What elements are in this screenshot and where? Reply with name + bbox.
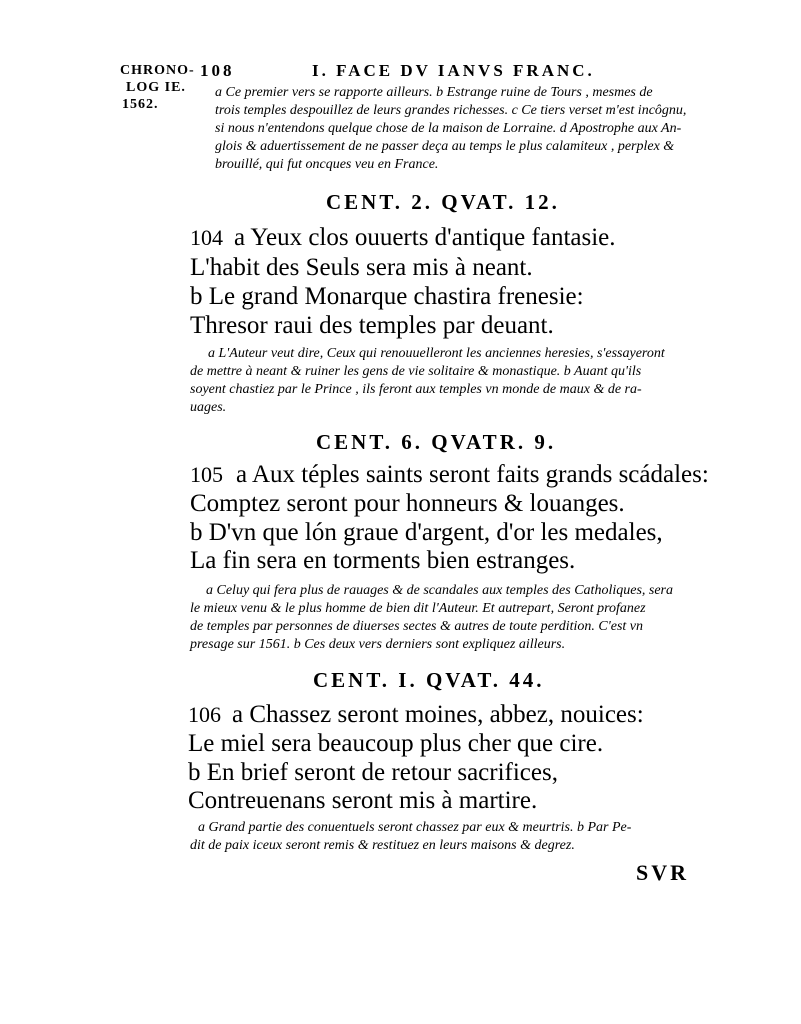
- top-notes: [215, 84, 720, 174]
- note-line: a Grand partie des conuentuels seront chassez par eux & meurtris. b Par Pe-: [198, 820, 632, 835]
- note-line: a Ce premier vers se rapporte ailleurs. b Estrange ruine de Tours , mesmes de: [215, 85, 653, 100]
- quatrain-heading: CENT. I. QVAT. 44.: [313, 668, 545, 692]
- note-line: de temples par personnes de diuerses sectes & autres de toute perdition. C'est vn: [190, 619, 643, 634]
- margin-chronology-note: [120, 62, 195, 113]
- note-line: dit de paix iceux seront remis & restituez en leurs maisons & degrez.: [190, 838, 575, 853]
- note-line: glois & aduertissement de ne passer deça au temps le plus calamiteux , perplex &: [215, 139, 675, 154]
- note-line: brouillé, qui fut oncques veu en France.: [215, 157, 439, 172]
- note-line: a Celuy qui fera plus de rauages & de scandales aux temples des Catholiques, sera: [206, 583, 673, 598]
- quatrain-line-4: Thresor raui des temples par deuant.: [190, 312, 554, 339]
- note-line: trois temples despouillez de leurs grandes richesses. c Ce tiers verset m'est incôgnu,: [215, 103, 687, 118]
- page-number: 108: [200, 61, 235, 80]
- quatrain-line-1: a Aux téples saints seront faits grands scádales:: [236, 461, 709, 488]
- quatrain-number: 105: [190, 462, 223, 487]
- quatrain-line-3: b D'vn que lón graue d'argent, d'or les medales,: [190, 519, 663, 546]
- quatrain-line-1: a Chassez seront moines, abbez, nouices:: [232, 701, 644, 728]
- quatrain-number: 104: [190, 225, 223, 250]
- quatrain-heading: CENT. 6. QVATR. 9.: [316, 430, 557, 454]
- quatrain-heading: CENT. 2. QVAT. 12.: [326, 190, 560, 214]
- running-title: I. FACE DV IANVS FRANC.: [312, 61, 595, 80]
- quatrain-line-3: b En brief seront de retour sacrifices,: [188, 759, 558, 786]
- quatrain-number: 106: [188, 702, 221, 727]
- margin-line: LOG IE.: [126, 80, 186, 95]
- quatrain-line-1: a Yeux clos ouuerts d'antique fantasie.: [234, 224, 616, 251]
- margin-line: CHRONO-: [120, 63, 195, 78]
- quatrain-line-2: L'habit des Seuls sera mis à neant.: [190, 254, 533, 281]
- note-line: de mettre à neant & ruiner les gens de vie solitaire & monastique. b Auant qu'ils: [190, 364, 642, 379]
- note-line: le mieux venu & le plus homme de bien dit l'Auteur. Et autrepart, Seront profanez: [190, 601, 646, 616]
- quatrain-notes: [190, 345, 720, 417]
- note-line: presage sur 1561. b Ces deux vers derniers sont expliquez ailleurs.: [190, 637, 566, 652]
- quatrain-line-4: Contreuenans seront mis à martire.: [188, 787, 538, 814]
- quatrain-notes: [190, 819, 720, 855]
- quatrain-line-2: Le miel sera beaucoup plus cher que cire.: [188, 730, 604, 757]
- note-line: soyent chastiez par le Prince , ils feront aux temples vn monde de maux & de ra-: [190, 382, 642, 397]
- quatrain-line-2: Comptez seront pour honneurs & louanges.: [190, 490, 625, 517]
- catchword: SVR: [636, 860, 690, 885]
- margin-line: 1562.: [122, 97, 159, 112]
- note-line: uages.: [190, 400, 227, 415]
- quatrain-line-4: La fin sera en torments bien estranges.: [190, 547, 576, 574]
- quatrain-notes: [190, 582, 720, 654]
- note-line: a L'Auteur veut dire, Ceux qui renouuelleront les anciennes heresies, s'essayeront: [208, 346, 665, 361]
- note-line: si nous n'entendons quelque chose de la maison de Lorraine. d Apostrophe aux An-: [215, 121, 682, 136]
- quatrain-line-3: b Le grand Monarque chastira frenesie:: [190, 283, 584, 310]
